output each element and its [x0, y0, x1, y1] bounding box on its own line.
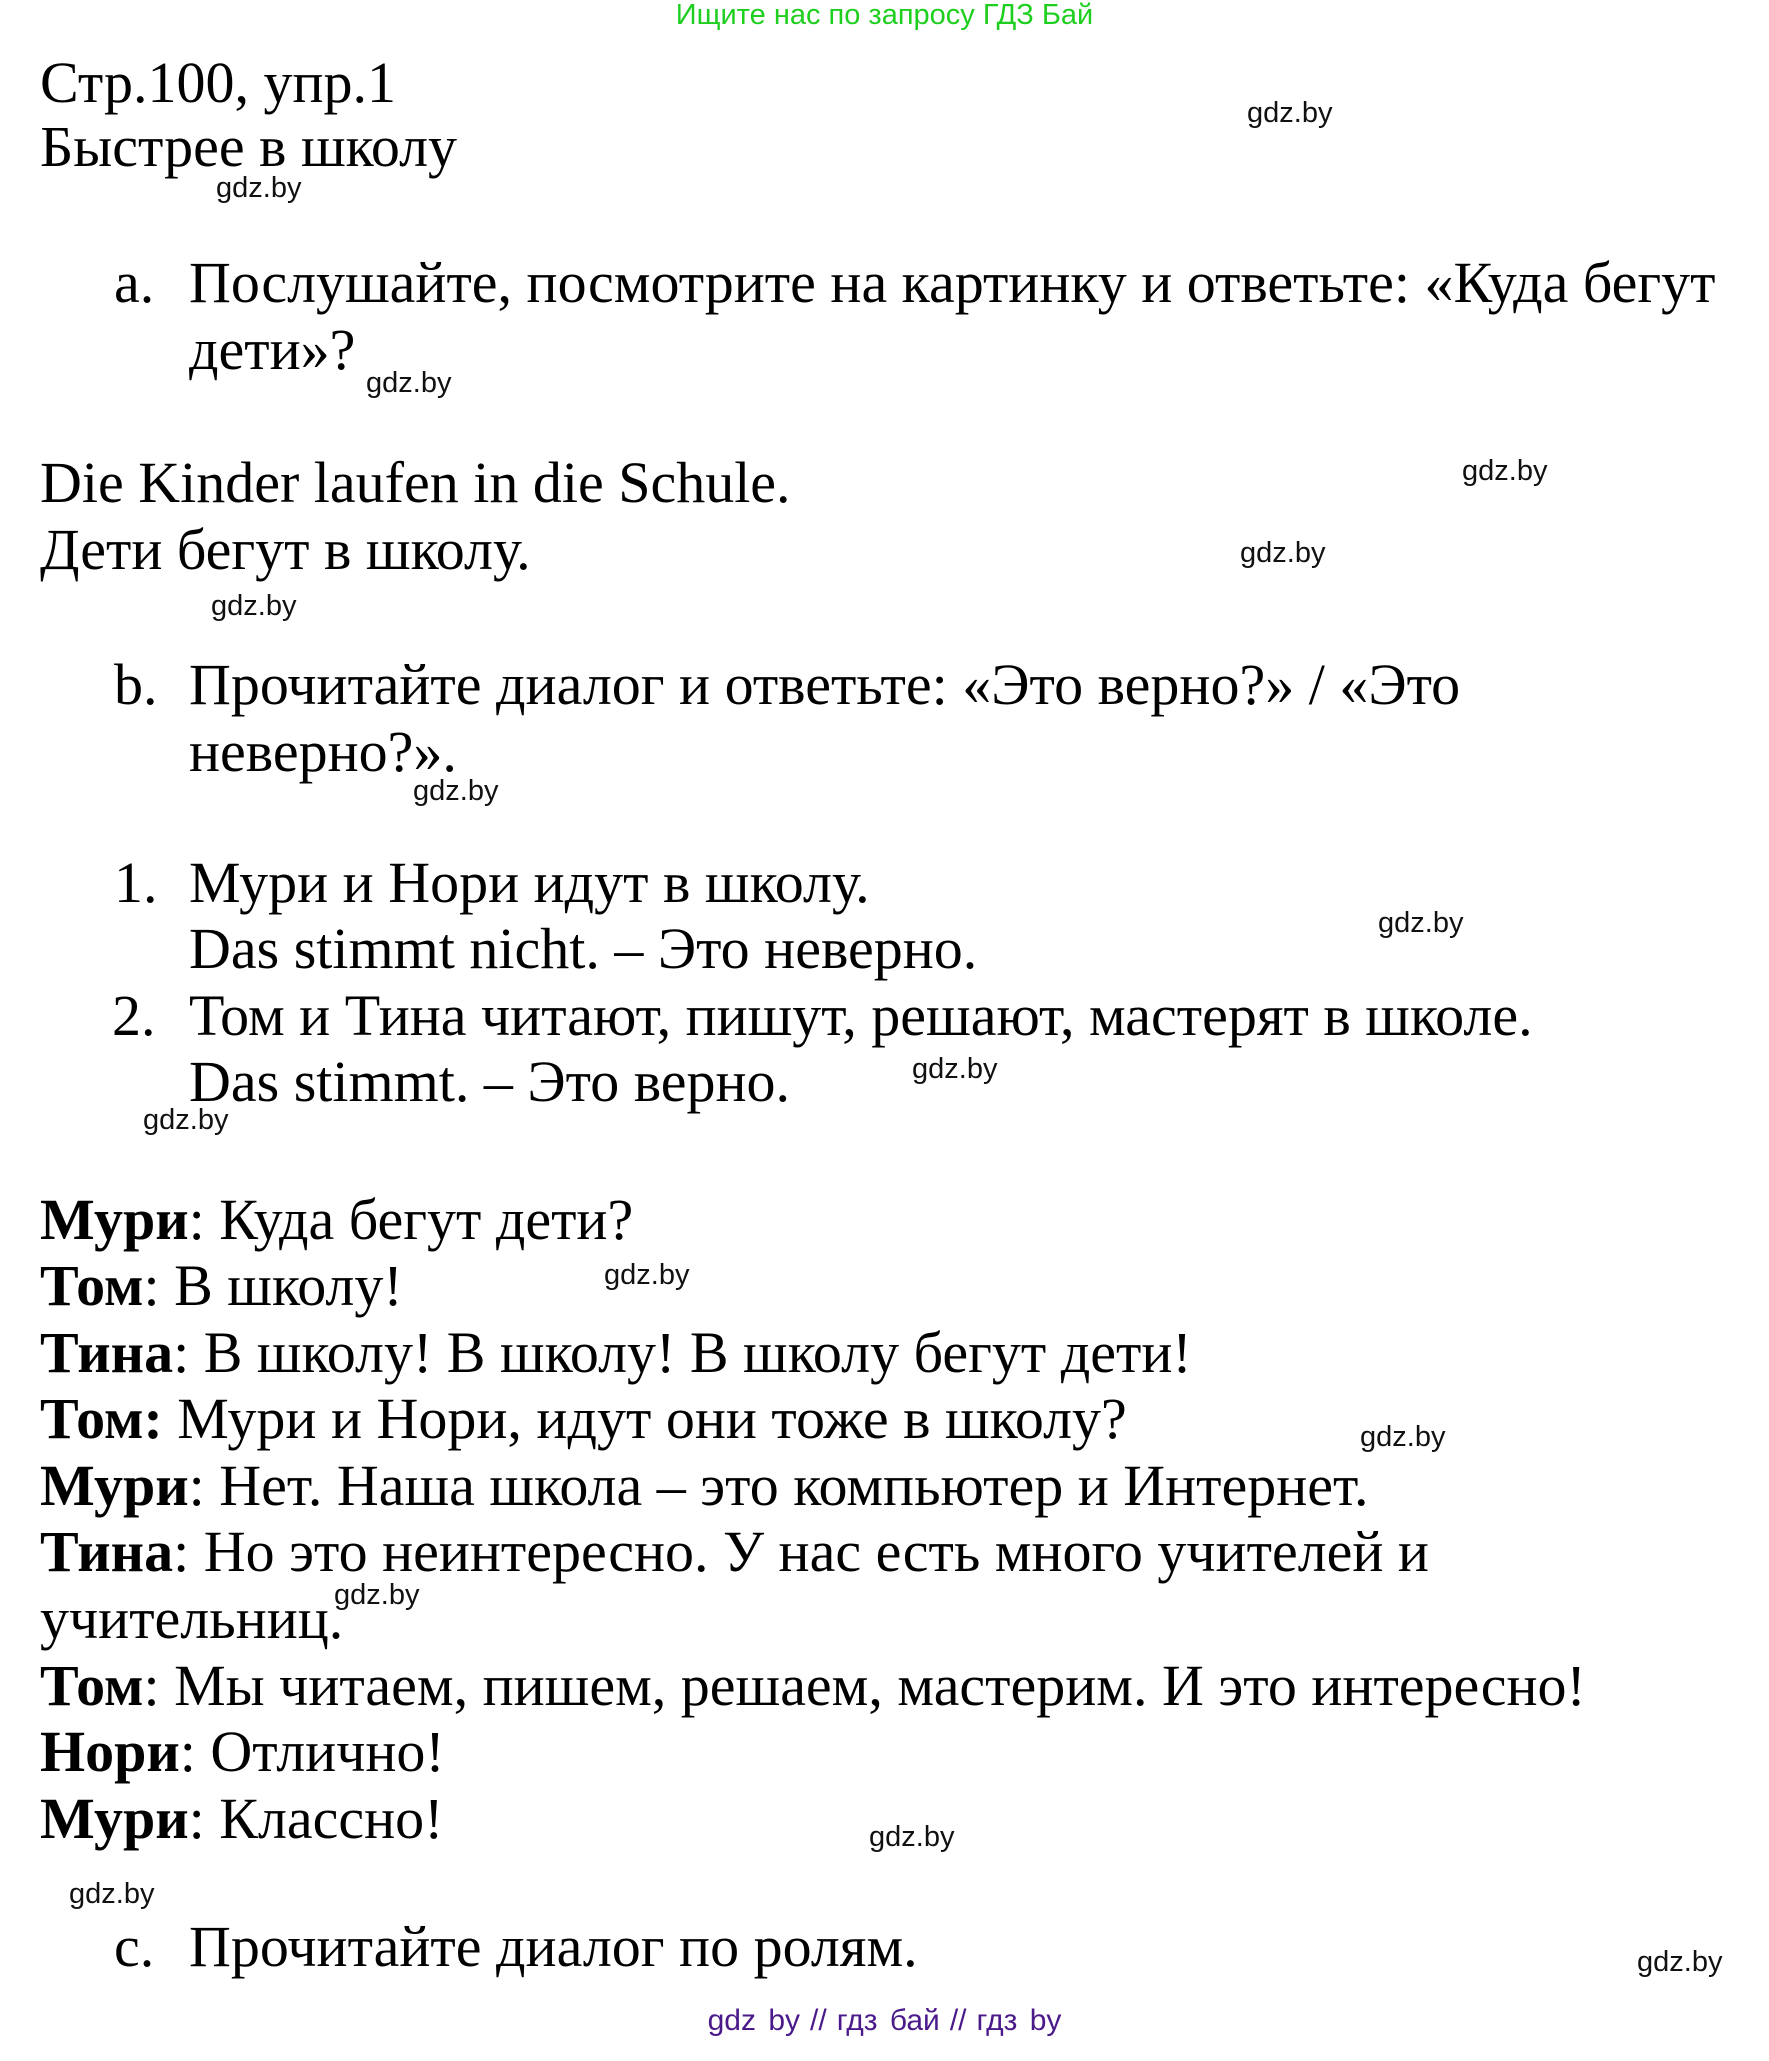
- dialog-text: Нет. Наша школа – это компьютер и Интернет.: [204, 1453, 1369, 1518]
- watermark: gdz.by: [1462, 455, 1548, 487]
- watermark: gdz.by: [1378, 907, 1464, 939]
- dialog-line: [40, 1386, 1127, 1452]
- watermark: gdz.by: [413, 775, 499, 807]
- dialog-speaker: Том:: [40, 1386, 163, 1451]
- dialog-text: В школу!: [159, 1253, 403, 1318]
- dialog-speaker: Мури: [40, 1187, 189, 1252]
- dialog-speaker: Мури: [40, 1786, 189, 1851]
- dialog-speaker: Том: [40, 1253, 144, 1318]
- task-c-marker: c.: [114, 1914, 155, 1979]
- statement-1-answer: Das stimmt nicht. – Это неверно.: [189, 916, 978, 981]
- task-b-line2: неверно?».: [189, 719, 457, 784]
- statement-2-text: Том и Тина читают, пишут, решают, мастерят в школе.: [189, 983, 1533, 1048]
- watermark: gdz.by: [143, 1104, 229, 1136]
- dialog-line: Мури: Классно!: [40, 1786, 444, 1851]
- task-a-line1: Послушайте, посмотрите на картинку и ответьте: «Куда бегут: [189, 250, 1716, 315]
- footer-separator: //: [810, 2004, 827, 2037]
- footer-separator: //: [949, 2004, 967, 2037]
- watermark: gdz.by: [604, 1259, 690, 1291]
- answer-a-german: Die Kinder laufen in die Schule.: [40, 450, 791, 515]
- watermark: gdz.by: [1360, 1421, 1446, 1453]
- statement-1-number: 1.: [114, 850, 158, 915]
- dialog-line: Нори: Отлично!: [40, 1719, 445, 1784]
- page-exercise-title: Стр.100, упр.1: [40, 50, 397, 115]
- dialog-speaker: Мури: [40, 1453, 189, 1518]
- lesson-title: Быстрее в школу: [40, 114, 458, 179]
- statement-1-text: Мури и Нори идут в школу.: [189, 850, 870, 915]
- dialog-line: Тина: Но это неинтересно. У нас есть много учителей и: [40, 1519, 1429, 1584]
- watermark: gdz.by: [869, 1821, 955, 1853]
- statement-2-answer: Das stimmt. – Это верно.: [189, 1049, 791, 1114]
- dialog-speaker: Тина: [40, 1320, 174, 1385]
- dialog-text: Мури и Нори, идут они тоже в школу?: [162, 1386, 1127, 1451]
- task-a-marker: a.: [114, 250, 155, 315]
- task-c-text: Прочитайте диалог по ролям.: [189, 1914, 918, 1979]
- watermark: gdz.by: [334, 1579, 420, 1611]
- dialog-line: Том: В школу!: [40, 1253, 403, 1318]
- dialog-text: Но это неинтересно. У нас есть много учителей и: [189, 1519, 1429, 1584]
- dialog-line-continuation: [40, 1586, 343, 1652]
- task-b-marker: b.: [114, 652, 158, 717]
- dialog-speaker: Нори: [40, 1719, 180, 1784]
- statement-2-number: 2.: [112, 983, 156, 1048]
- watermark: gdz.by: [366, 367, 452, 399]
- watermark: gdz.by: [211, 590, 297, 622]
- dialog-line: Мури: Нет. Наша школа – это компьютер и Интернет.: [40, 1453, 1369, 1518]
- search-banner: Ищите нас по запросу ГДЗ Бай: [675, 0, 1094, 31]
- watermark: gdz.by: [1247, 97, 1333, 129]
- dialog-line: Мури: Куда бегут дети?: [40, 1187, 634, 1252]
- task-b-line1: Прочитайте диалог и ответьте: «Это верно?» / «Это: [189, 652, 1461, 717]
- dialog-text: учительниц.: [40, 1586, 344, 1651]
- dialog-text: Классно!: [204, 1786, 444, 1851]
- dialog-text: Куда бегут дети?: [204, 1187, 634, 1252]
- footer-link-gdz-by[interactable]: gdz by: [707, 2004, 801, 2037]
- watermark: gdz.by: [912, 1053, 998, 1085]
- dialog-text: Мы читаем, пишем, решаем, мастерим. И это интересно!: [159, 1653, 1586, 1718]
- task-a-line2: дети»?: [189, 317, 356, 382]
- watermark: gdz.by: [216, 172, 302, 204]
- watermark: gdz.by: [1637, 1946, 1723, 1978]
- dialog-line: Том: Мы читаем, пишем, решаем, мастерим. И это интересно!: [40, 1653, 1586, 1718]
- footer-link-gdz-by-cyr[interactable]: гдз by: [976, 2004, 1062, 2037]
- watermark: gdz.by: [69, 1878, 155, 1910]
- dialog-speaker: Тина: [40, 1519, 174, 1584]
- dialog-text: Отлично!: [195, 1719, 445, 1784]
- answer-a-russian: Дети бегут в школу.: [40, 517, 531, 582]
- footer-links: [0, 2004, 1769, 2038]
- dialog-text: В школу! В школу! В школу бегут дети!: [189, 1320, 1192, 1385]
- dialog-speaker: Том: [40, 1653, 144, 1718]
- dialog-line: Тина: В школу! В школу! В школу бегут дети!: [40, 1320, 1192, 1385]
- footer-link-gdz-bai[interactable]: гдз бай: [836, 2004, 940, 2037]
- watermark: gdz.by: [1240, 537, 1326, 569]
